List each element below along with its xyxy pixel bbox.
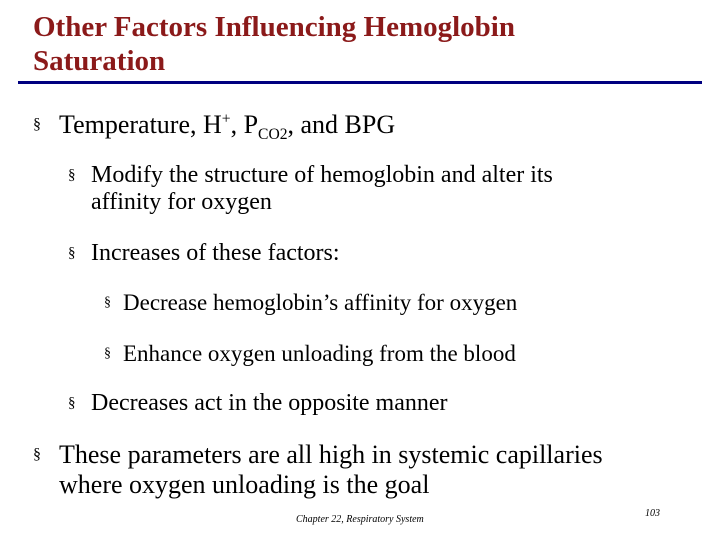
bullet-text-line2: affinity for oxygen xyxy=(91,189,272,215)
bullet-text xyxy=(91,162,553,216)
slide-title xyxy=(33,10,693,78)
bullet-icon: § xyxy=(104,295,111,310)
bullet-icon: § xyxy=(68,245,76,261)
bullet-text-line1: Modify the structure of hemoglobin and alter its xyxy=(91,162,553,188)
bullet-text-part3: , and BPG xyxy=(287,110,396,139)
slide-footer: Chapter 22, Respiratory System xyxy=(296,514,424,525)
bullet-text-line2: where oxygen unloading is the goal xyxy=(59,470,430,499)
bullet-text: Increases of these factors: xyxy=(91,240,340,266)
bullet-text-sub: CO2 xyxy=(258,126,288,144)
bullet-icon: § xyxy=(104,346,111,361)
bullet-text-line1: These parameters are all high in systemic capillaries xyxy=(59,440,603,469)
bullet-icon: § xyxy=(33,116,41,133)
bullet-text-sup: + xyxy=(221,110,231,128)
page-number: 103 xyxy=(645,508,660,519)
bullet-text: Decrease hemoglobin’s affinity for oxygen xyxy=(123,290,518,315)
bullet-icon: § xyxy=(68,395,76,411)
bullet-text-part2: , P xyxy=(230,110,259,139)
slide-title-line2: Saturation xyxy=(33,45,166,77)
title-divider xyxy=(18,81,702,84)
bullet-text: Enhance oxygen unloading from the blood xyxy=(123,341,516,366)
bullet-icon: § xyxy=(33,446,41,463)
bullet-text: Decreases act in the opposite manner xyxy=(91,390,448,416)
bullet-text xyxy=(59,110,396,144)
bullet-text xyxy=(59,440,603,500)
bullet-text-part1: Temperature, H xyxy=(59,110,222,139)
slide-title-line1: Other Factors Influencing Hemoglobin xyxy=(33,11,515,43)
bullet-icon: § xyxy=(68,167,76,183)
